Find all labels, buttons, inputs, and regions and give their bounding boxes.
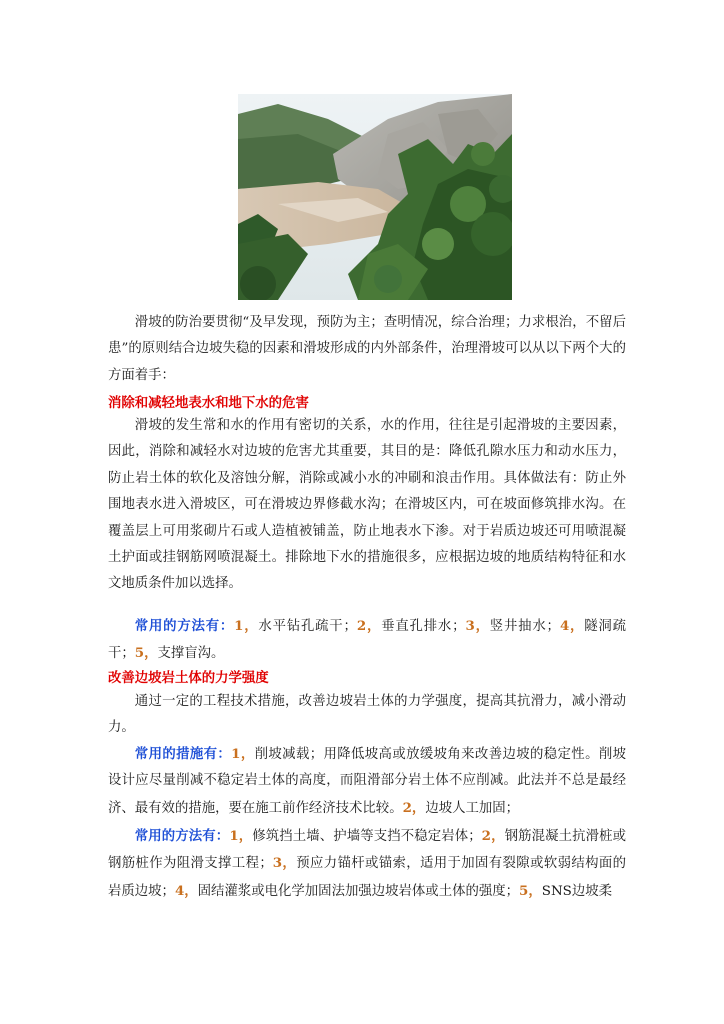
method-text: 隧洞疏干； bbox=[108, 619, 626, 662]
method-number: 4， bbox=[174, 882, 198, 899]
method-text: 固结灌浆或电化学加固法加强边坡岩体或土体的强度； bbox=[197, 883, 520, 899]
method-text: 支撑盲沟。 bbox=[157, 646, 225, 662]
method-text: SNS边坡柔 bbox=[541, 883, 613, 899]
method-number: 4， bbox=[559, 618, 585, 634]
section-heading-water: 消除和减轻地表水和地下水的危害 bbox=[108, 396, 309, 411]
method-text: 钢筋混凝土抗滑桩或钢筋桩作为阻滑支撑工程； bbox=[108, 829, 627, 872]
water-methods-list bbox=[108, 613, 626, 668]
method-text: 预应力锚杆或锚索，适用于加固有裂隙或软弱结构面的岩质边坡； bbox=[108, 856, 627, 899]
strength-paragraph: 通过一定的工程技术措施，改善边坡岩土体的力学强度，提高其抗滑力，减小滑动力。 bbox=[108, 694, 626, 736]
method-number: 2， bbox=[481, 828, 505, 844]
methods-label: 常用的方法有： bbox=[134, 828, 230, 844]
method-text: 竖井抽水； bbox=[489, 619, 560, 634]
section-heading-strength: 改善边坡岩土体的力学强度 bbox=[108, 671, 269, 686]
landslide-valley-photo bbox=[238, 94, 512, 300]
strength-measures-list bbox=[108, 741, 626, 822]
method-number: 5， bbox=[519, 882, 542, 899]
method-number: 1， bbox=[229, 828, 253, 844]
method-number: 2， bbox=[356, 618, 382, 634]
method-number: 3， bbox=[465, 618, 490, 634]
method-number: 3， bbox=[272, 855, 297, 872]
method-number: 5， bbox=[134, 645, 158, 662]
intro-paragraph: 滑坡的防治要贯彻“及早发现，预防为主；查明情况，综合治理；力求根治，不留后患”的原则结合边坡失稳的因素和滑坡形成的内外部条件，治理滑坡可以从以下两个大的方面着手： bbox=[108, 315, 626, 383]
water-hazard-paragraph: 滑坡的发生常和水的作用有密切的关系，水的作用，往往是引起滑坡的主要因素，因此，消除和减轻水对边坡的危害尤其重要，其目的是：降低孔隙水压力和动水压力，防止岩土体的软化及溶蚀分解，消除或减小水的冲刷和浪击作用。具体做法有：防止外围地表水进入滑坡区，可在滑坡边界修截水沟；在滑坡区内，可在坡面修筑排水沟。在覆盖层上可用浆砌片石或人造植被铺盖，防止地表水下渗。对于岩质边坡还可用喷混凝土护面或挂钢筋网喷混凝土。排除地下水的措施很多，应根据边坡的地质结构特征和水文地质条件加以选择。 bbox=[108, 418, 626, 592]
method-text: 水平钻孔疏干； bbox=[258, 619, 357, 634]
measures-label: 常用的措施有： bbox=[134, 746, 232, 762]
method-text: 修筑挡土墙、护墙等支挡不稳定岩体； bbox=[252, 829, 482, 844]
measure-number: 2， bbox=[402, 799, 426, 816]
method-number: 1， bbox=[234, 618, 259, 634]
measure-text: 边坡人工加固； bbox=[425, 800, 520, 816]
method-text: 垂直孔排水； bbox=[381, 619, 466, 634]
measure-number: 1， bbox=[231, 746, 255, 762]
strength-methods-list bbox=[108, 823, 626, 905]
methods-label: 常用的方法有： bbox=[134, 618, 235, 634]
measure-text: 削坡减载；用降低坡高或放缓坡角来改善边坡的稳定性。削坡设计应尽量削减不稳定岩土体的高度，而阻滑部分岩土体不应削减。此法并不总是最经济、最有效的措施，要在施工前作经济技术比较。 bbox=[108, 747, 626, 816]
